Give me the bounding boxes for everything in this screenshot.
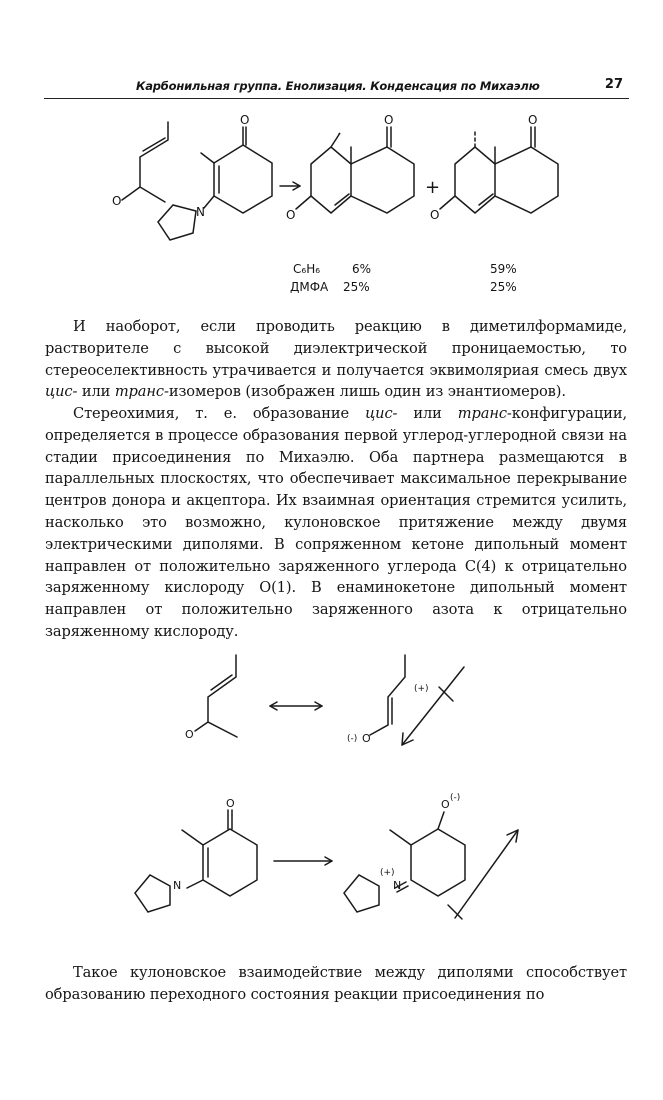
dipolar-plus-charge: (+) (414, 684, 429, 694)
paragraph-1-trans: транс- (114, 383, 169, 401)
zwitterion-plus-charge: (+) (380, 868, 395, 878)
product1-ketone-oxygen: O (384, 113, 394, 127)
paragraph-1 (45, 316, 627, 403)
dipolar-minus-charge: (-) (347, 734, 358, 744)
plus-sign: + (425, 177, 441, 198)
enone-oxygen-label: O (185, 728, 194, 741)
product2-enone-oxygen: O (430, 208, 440, 222)
paragraph-2-part-1: Стереохимия, т. е. образование (73, 405, 366, 422)
michael-reaction-scheme (0, 0, 663, 300)
running-title: Карбонильная группа. Енолизация. Конденсация по Михаэлю (136, 79, 540, 93)
benzene-yield-right: 59% (490, 262, 517, 276)
ketone-oxygen-label: O (112, 194, 122, 208)
product1-enone-oxygen: O (286, 208, 296, 222)
zwitterion-oxygen: O (441, 798, 450, 811)
product2-ketone-oxygen: O (528, 113, 538, 127)
paragraph-2-trans: транс- (457, 405, 512, 422)
page-number: 27 (604, 77, 623, 92)
zwitterion-nitrogen: N (393, 879, 402, 892)
paragraph-2 (45, 403, 627, 643)
paragraph-2-part-3: конфигурации, определяется в процессе образования первой углерод-углеродной связи на стадии присоединения по Михаэлю. Оба партнера размещаются в параллельных плоскостях, что обеспечивает максимальное перекрывание центров донора и акцептора. Их взаимная ориентация стремится усилить, насколько это возможно, кулоновское притяжение между двумя электрическими диполями. В сопряженном кетоне дипольный момент направлен от положительно заряженного углерода С(4) к отрицательно заряженному кислороду О(1). В енаминокетоне дипольный момент направлен от положительно заряженного азота к отрицательно заряженному кислороду. (45, 405, 627, 640)
paragraph-1-cis: цис- (45, 383, 78, 401)
paragraph-1-part-3: изомеров (изображен лишь один из энантиомеров). (168, 383, 566, 401)
benzene-yield-left: 6% (352, 262, 372, 276)
dmfa-yield-left: 25% (343, 280, 370, 294)
paragraph-3: Такое кулоновское взаимодействие между диполями способствует образованию переходного состояния реакции присоединения по (45, 964, 627, 1003)
enamine-nitrogen: N (173, 879, 182, 892)
paragraph-2-part-2: или (397, 405, 458, 422)
dmfa-yield-right: 25% (490, 280, 517, 294)
solvent-benzene: C₆H₆ (293, 262, 321, 276)
paragraph-1-part-2: или (77, 383, 115, 401)
zwitterion-minus-charge: (-) (450, 793, 461, 803)
enamine-oxygen: O (226, 797, 235, 810)
paragraph-2-cis: цис- (365, 405, 398, 422)
paragraph-1-part-1: И наоборот, если проводить реакцию в диметилформамиде, растворителе с высокой диэлектрической проницаемостью, то стереоселективность утрачивается и получается эквимоляриая смесь двух (45, 318, 627, 379)
enamine-nitrogen-label: N (196, 205, 205, 219)
solvent-dmfa: ДМФА (290, 280, 329, 294)
enamine-oxygen-label: O (240, 113, 250, 127)
dipolar-oxygen-label: O (362, 732, 371, 745)
